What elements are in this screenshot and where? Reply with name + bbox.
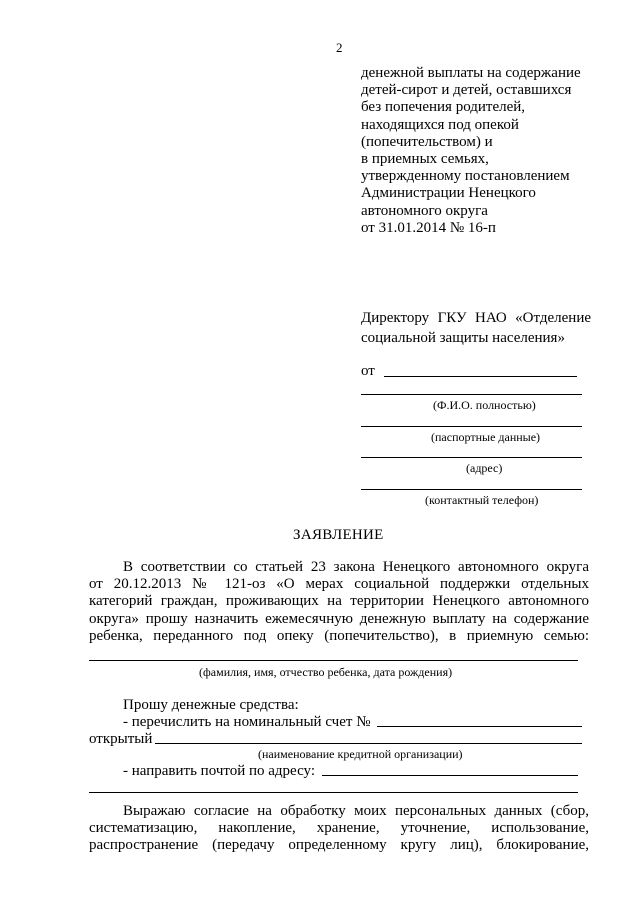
approval-line: находящихся под опекой xyxy=(361,116,519,133)
child-info-input-line[interactable] xyxy=(89,660,578,661)
body-line: категорий граждан, проживающих на территории Ненецкого автономного xyxy=(89,593,589,610)
fio-input-line[interactable] xyxy=(361,394,582,395)
approval-line: автономного округа xyxy=(361,202,488,219)
approval-line: (попечительством) и xyxy=(361,133,493,150)
account-number-input-line[interactable] xyxy=(377,726,582,727)
addressee-line-2: социальной защиты населения» xyxy=(361,330,565,346)
body-line: В соответствии со статьей 23 закона Ненецкого автономного округа xyxy=(123,559,589,575)
approval-line: детей-сирот и детей, оставшихся xyxy=(361,82,572,99)
document-title: ЗАЯВЛЕНИЕ xyxy=(293,527,384,543)
approval-line: без попечения родителей, xyxy=(361,99,526,116)
fio-caption: (Ф.И.О. полностью) xyxy=(433,398,536,412)
approval-line: Администрации Ненецкого xyxy=(361,185,536,202)
address-caption: (адрес) xyxy=(466,461,503,475)
body-line: округа» прошу назначить ежемесячную денежную выплату на содержание xyxy=(89,610,589,627)
approval-line: в приемных семьях, xyxy=(361,151,489,168)
approval-line: утвержденному постановлением xyxy=(361,168,570,185)
body-line: ребенка, переданного под опеку (попечительство), в приемную семью: xyxy=(89,627,589,644)
approval-block xyxy=(361,65,581,237)
addressee xyxy=(361,308,591,348)
bank-name-input-line[interactable] xyxy=(155,743,582,744)
consent-line: распространение (передачу определенному кругу лиц), блокирование, xyxy=(89,837,589,854)
funds-intro: Прошу денежные средства: xyxy=(123,697,299,713)
from-input-line[interactable] xyxy=(384,376,577,377)
body-line: от 20.12.2013 № 121-оз «О мерах социальной поддержки отдельных xyxy=(89,576,589,593)
consent-paragraph xyxy=(89,803,589,855)
page-number: 2 xyxy=(336,40,343,55)
from-label: от xyxy=(361,363,375,379)
approval-line: денежной выплаты на содержание xyxy=(361,65,581,81)
address-input-line[interactable] xyxy=(361,457,582,458)
passport-input-line[interactable] xyxy=(361,426,582,427)
opened-label: открытый xyxy=(89,731,153,747)
mail-address-input-line-2[interactable] xyxy=(89,792,578,793)
bank-name-caption: (наименование кредитной организации) xyxy=(258,747,463,761)
transfer-label: - перечислить на номинальный счет № xyxy=(123,714,371,730)
child-info-caption: (фамилия, имя, отчество ребенка, дата рождения) xyxy=(199,665,453,679)
phone-caption: (контактный телефон) xyxy=(425,493,539,507)
passport-caption: (паспортные данные) xyxy=(431,430,541,444)
consent-line: систематизацию, накопление, хранение, уточнение, использование, xyxy=(89,820,589,837)
approval-line: от 31.01.2014 № 16-п xyxy=(361,219,496,236)
mail-address-input-line[interactable] xyxy=(322,775,578,776)
consent-line: Выражаю согласие на обработку моих персональных данных (сбор, xyxy=(123,803,589,819)
phone-input-line[interactable] xyxy=(361,489,582,490)
addressee-line-1: Директору ГКУ НАО «Отделение xyxy=(361,310,591,326)
mail-label: - направить почтой по адресу: xyxy=(123,763,316,779)
body-paragraph xyxy=(89,559,589,645)
